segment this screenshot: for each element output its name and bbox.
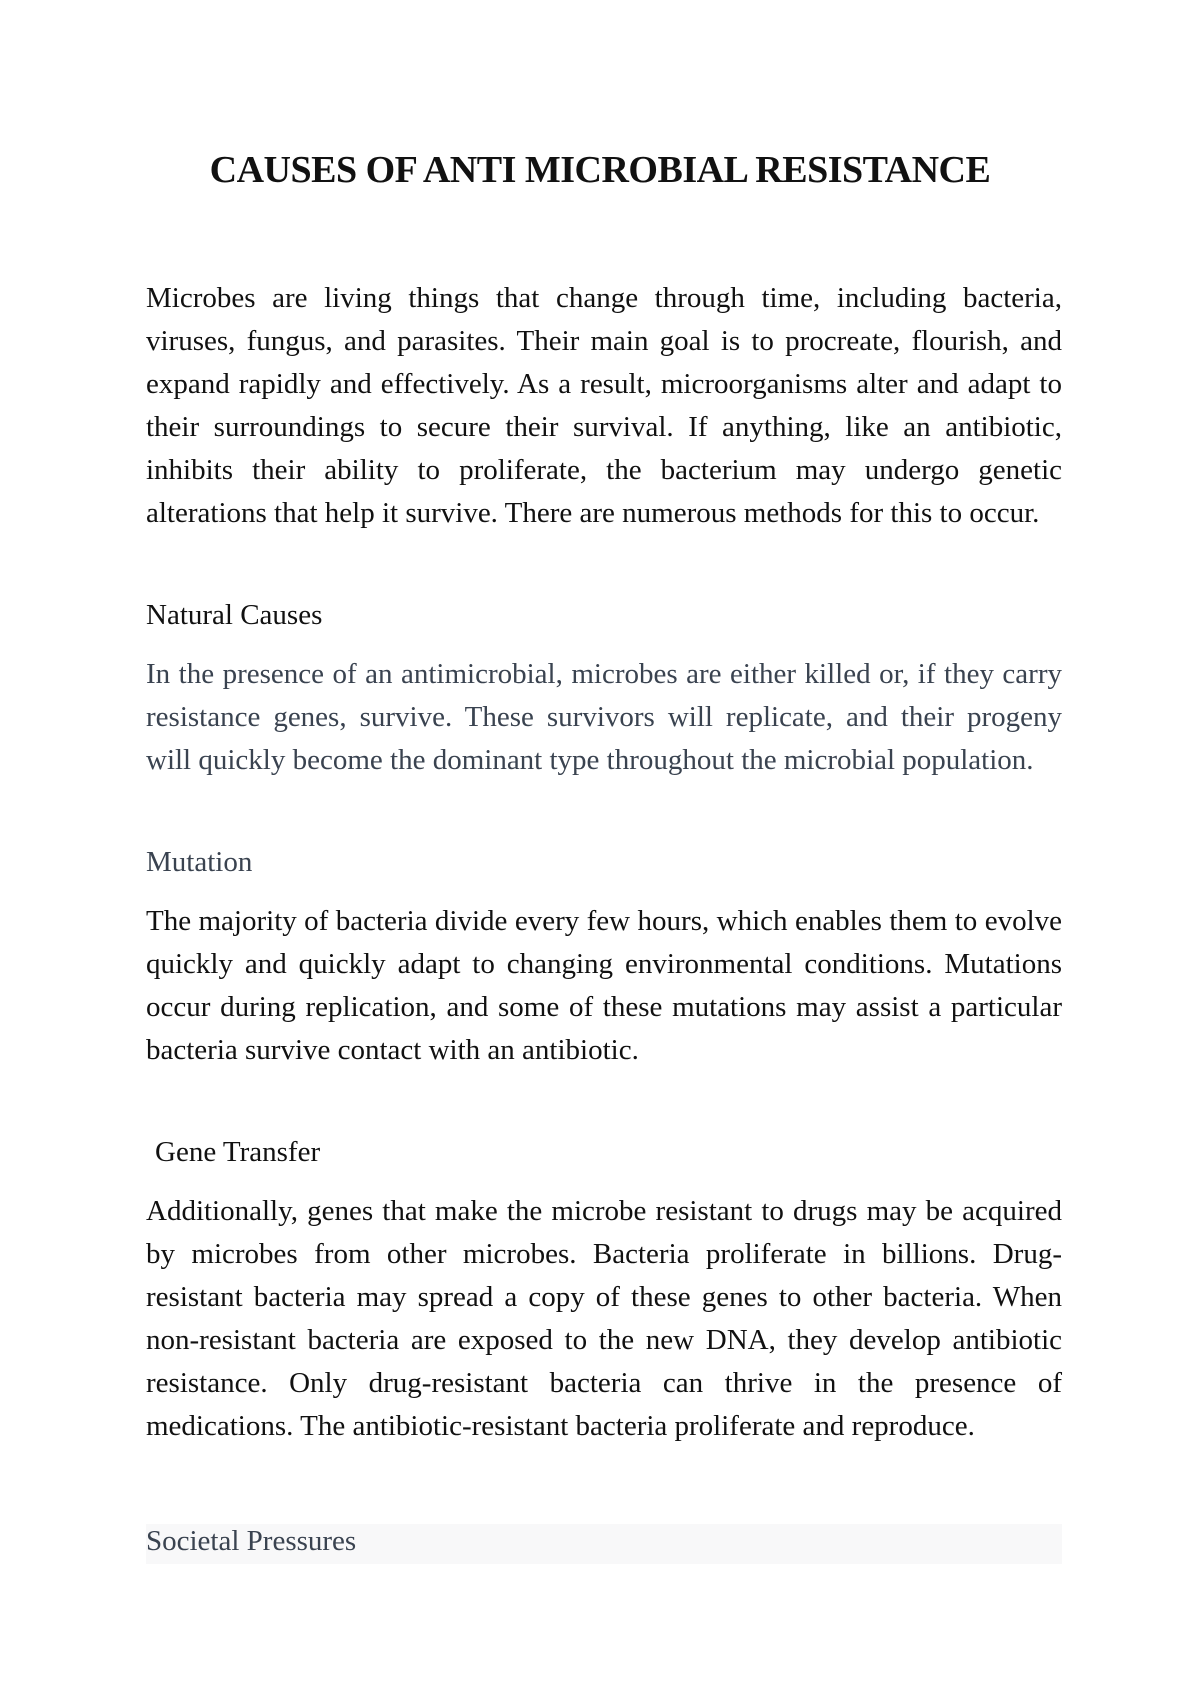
document-title: CAUSES OF ANTI MICROBIAL RESISTANCE — [209, 149, 991, 191]
section-heading-mutation: Mutation — [146, 846, 253, 878]
section-heading-natural-causes: Natural Causes — [146, 599, 323, 631]
section-body-mutation: The majority of bacteria divide every few hours, which enables them to evolve quickly and quickly adapt to changing environmental conditions. Mutations occur during replication, and some of these mutations may assist a particular bacteria survive contact with an antibiotic. — [146, 905, 1062, 1066]
section-heading-gene-transfer: Gene Transfer — [155, 1136, 321, 1168]
section-heading-societal-pressures: Societal Pressures — [146, 1525, 357, 1557]
section-body-natural-causes: In the presence of an antimicrobial, microbes are either killed or, if they carry resistance genes, survive. These survivors will replicate, and their progeny will quickly become the dominant type throughout the microbial population. — [146, 658, 1062, 776]
intro-paragraph: Microbes are living things that change through time, including bacteria, viruses, fungus, and parasites. Their main goal is to procreate, flourish, and expand rapidly and effectively. As a result, microorganisms alter and adapt to their surroundings to secure their survival. If anything, like an antibiotic, inhibits their ability to proliferate, the bacterium may undergo genetic alterations that help it survive. There are numerous methods for this to occur. — [146, 282, 1062, 529]
section-body-gene-transfer: Additionally, genes that make the microbe resistant to drugs may be acquired by microbes from other microbes. Bacteria proliferate in billions. Drug-resistant bacteria may spread a copy of these genes to other bacteria. When non-resistant bacteria are exposed to the new DNA, they develop antibiotic resistance. Only drug-resistant bacteria can thrive in the presence of medications. The antibiotic-resistant bacteria proliferate and reproduce. — [146, 1195, 1062, 1442]
